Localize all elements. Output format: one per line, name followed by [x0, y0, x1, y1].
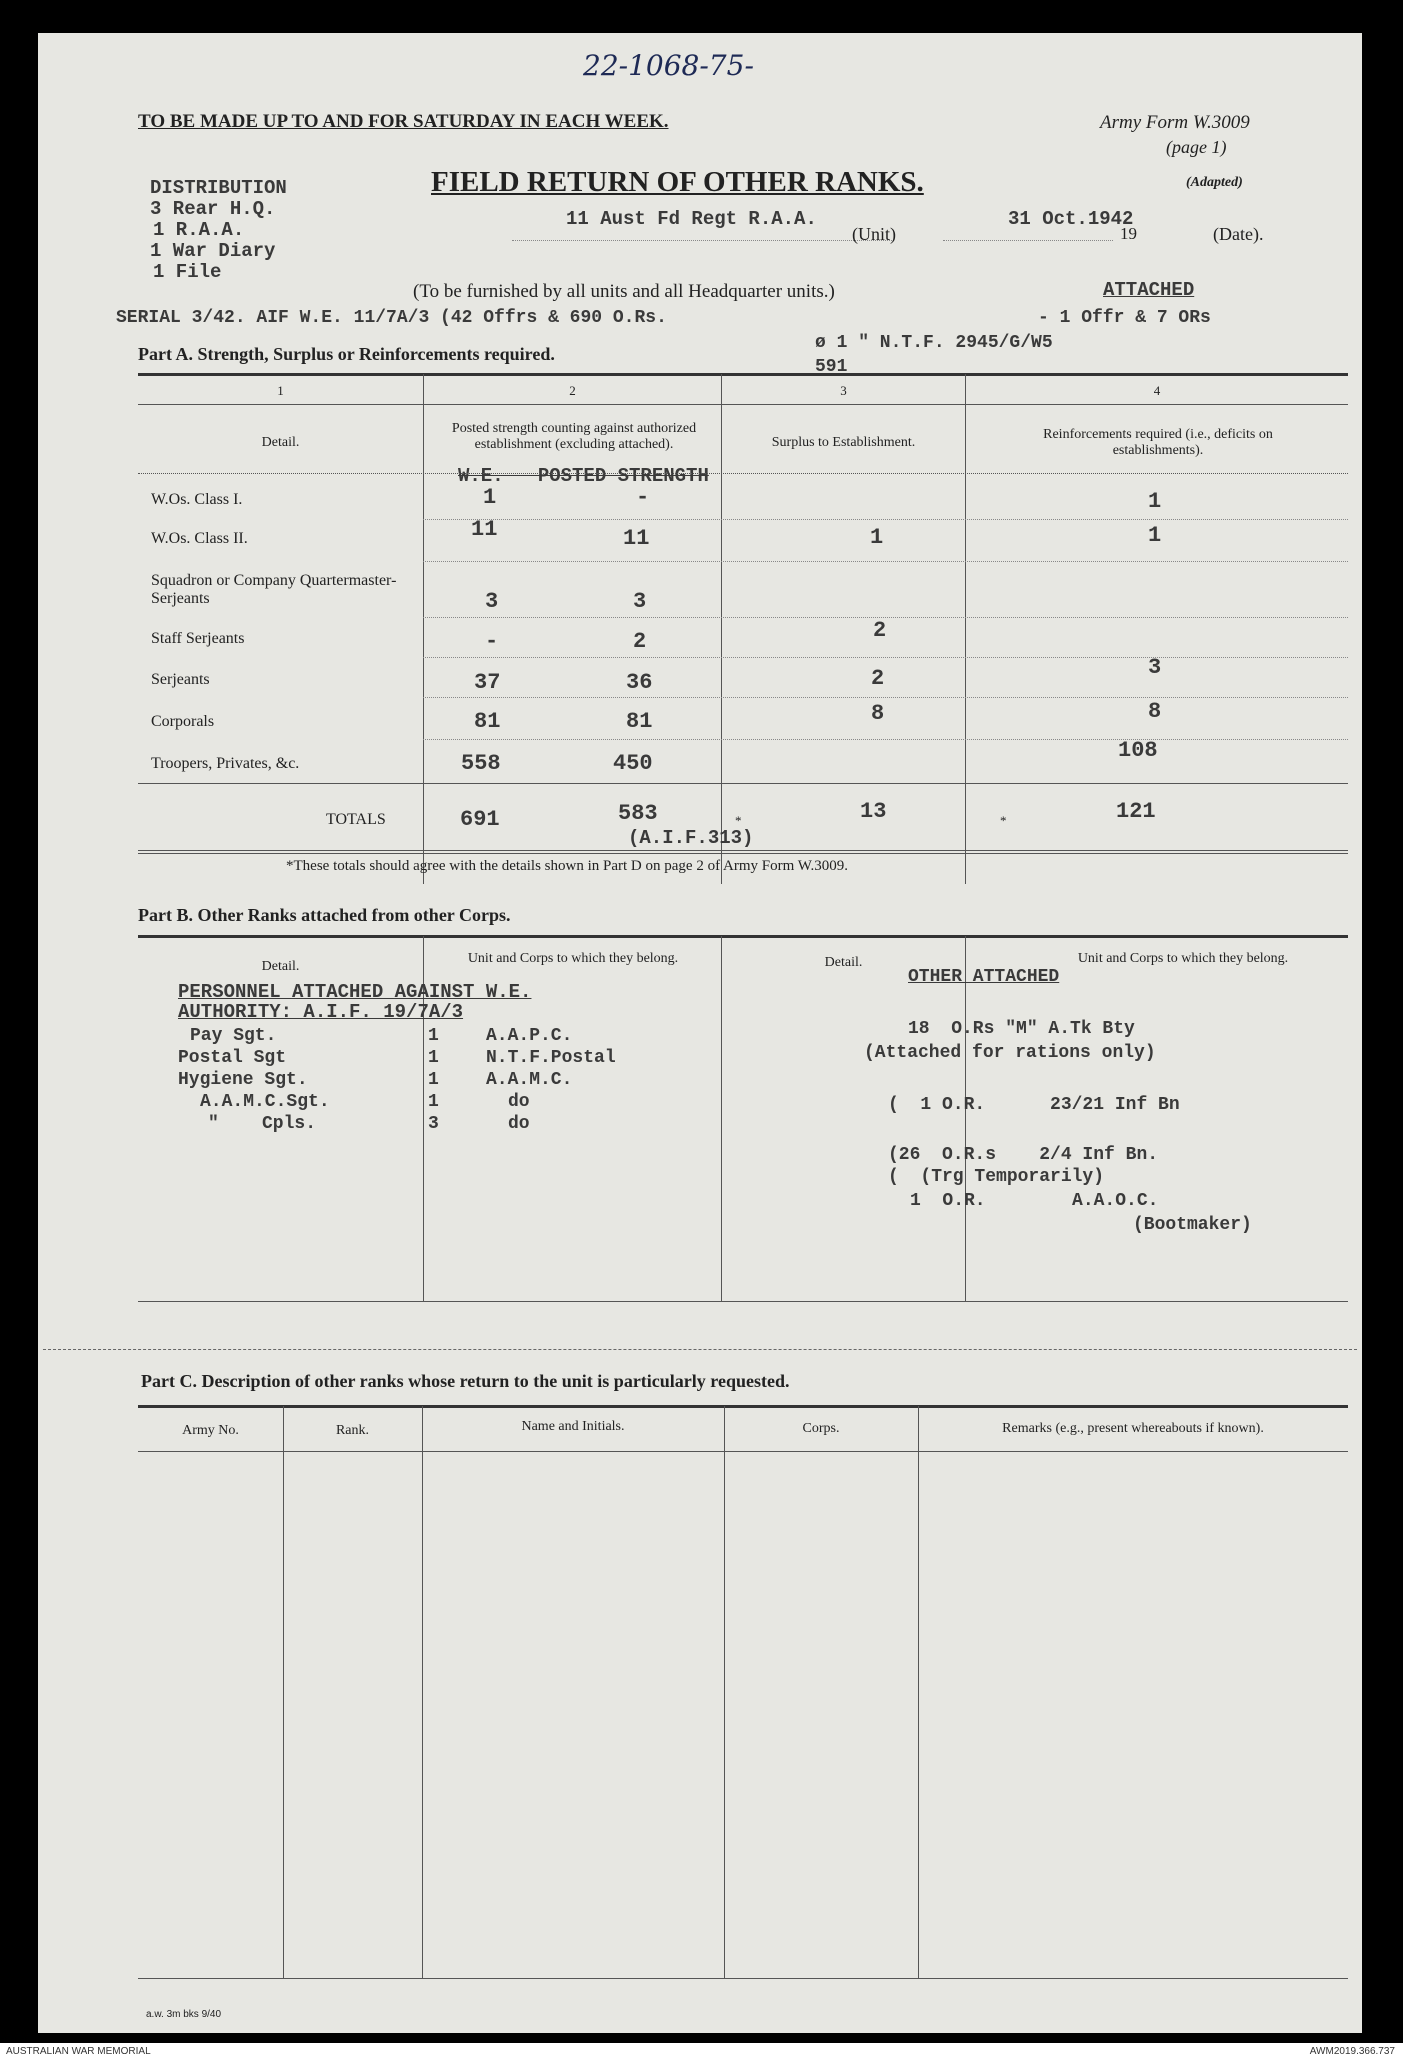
attached-detail: A.A.M.C.Sgt.: [200, 1092, 330, 1112]
col-number: 2: [569, 383, 576, 398]
row-posted: 36: [626, 670, 653, 695]
instruction-line: TO BE MADE UP TO AND FOR SATURDAY IN EACH WEEK.: [138, 111, 669, 132]
attached-detail: Pay Sgt.: [190, 1026, 277, 1046]
col-header-surplus: Surplus to Establishment.: [771, 435, 916, 450]
row-posted: 11: [623, 526, 650, 551]
part-c-header: Army No.: [182, 1423, 239, 1438]
part-b-left-counts: [428, 1025, 439, 1135]
totals-reinf: 121: [1116, 799, 1156, 824]
part-b-left-units: [486, 1025, 616, 1135]
archive-name: AUSTRALIAN WAR MEMORIAL: [6, 2046, 151, 2057]
row-reinf: 1: [1148, 489, 1162, 514]
row-we: 1: [483, 485, 497, 510]
furnished-note: (To be furnished by all units and all Headquarter units.): [413, 281, 835, 302]
distribution-heading: DISTRIBUTION: [150, 177, 287, 199]
part-b-left-authority: AUTHORITY: A.I.F. 19/7A/3: [178, 1001, 464, 1023]
archive-id: AWM2019.366.737: [1309, 2046, 1395, 2057]
attached-unit: N.T.F.Postal: [486, 1048, 616, 1068]
totals-posted: 583: [618, 801, 658, 826]
date-value: 31 Oct.1942: [1008, 208, 1134, 230]
row-we: 11: [471, 517, 498, 542]
printer-code: a.w. 3m bks 9/40: [146, 2009, 222, 2020]
distribution-line: 3 Rear H.Q.: [150, 198, 276, 220]
row-surplus: 2: [873, 618, 887, 643]
attached-line: - 1 Offr & 7 ORs: [1038, 308, 1211, 328]
row-surplus: 1: [870, 525, 884, 550]
row-we: 558: [461, 751, 501, 776]
row-we: 3: [485, 589, 499, 614]
attached-count: 3: [428, 1114, 439, 1134]
row-reinf: 8: [1148, 699, 1162, 724]
part-b-header: Unit and Corps to which they belong.: [1077, 951, 1289, 966]
totals-we: 691: [460, 807, 500, 832]
other-attached-line: 1 O.R. A.A.O.C.: [910, 1191, 1159, 1211]
col-number: 4: [1153, 383, 1161, 398]
adapted-note: (Adapted): [1186, 175, 1243, 190]
row-reinf: 108: [1118, 738, 1158, 763]
row-posted: 2: [633, 629, 647, 654]
row-posted: 81: [626, 709, 653, 734]
distribution-block: [150, 178, 287, 283]
form-id: Army Form W.3009: [1100, 112, 1250, 133]
part-c-header: Remarks (e.g., present whereabouts if known).: [1002, 1421, 1264, 1436]
totals-posted-note: (A.I.F.313): [628, 827, 754, 849]
col-number: 3: [840, 383, 847, 398]
other-attached-line: ( 1 O.R. 23/21 Inf Bn: [888, 1095, 1180, 1115]
form-title: FIELD RETURN OF OTHER RANKS.: [431, 166, 924, 198]
part-b-header: Unit and Corps to which they belong.: [467, 951, 679, 966]
part-c-header: Corps.: [802, 1421, 840, 1436]
totals-label: TOTALS: [326, 811, 386, 828]
part-c-title: Part C. Description of other ranks whose return to the unit is particularly requested.: [141, 1371, 790, 1391]
totals-surplus: 13: [860, 799, 887, 824]
part-b-title: Part B. Other Ranks attached from other Corps.: [138, 905, 511, 925]
form-page: [38, 33, 1362, 2033]
attached-stamp: ATTACHED: [1103, 279, 1195, 301]
col-header-detail: Detail.: [261, 435, 300, 450]
row-surplus: 8: [871, 701, 885, 726]
serial-line: SERIAL 3/42. AIF W.E. 11/7A/3 (42 Offrs & 690 O.Rs.: [116, 308, 667, 328]
totals-asterisk: *: [735, 813, 742, 828]
row-detail: Serjeants: [151, 671, 210, 688]
other-attached-line: 18 O.Rs "M" A.Tk Bty: [908, 1019, 1135, 1039]
col-header-posted: Posted strength counting against authorized establishment (excluding attached).: [451, 421, 697, 452]
other-attached-line: (26 O.R.s 2/4 Inf Bn.: [888, 1145, 1159, 1165]
row-posted: 3: [633, 589, 647, 614]
attached-detail: Postal Sgt: [178, 1048, 287, 1068]
date-label: (Date).: [1213, 224, 1264, 244]
attached-unit: do: [508, 1092, 530, 1112]
row-detail: Troopers, Privates, &c.: [151, 755, 300, 772]
row-we: 81: [474, 709, 501, 734]
other-attached-line: (Bootmaker): [1133, 1215, 1252, 1235]
part-b-header: Detail.: [824, 955, 863, 970]
attached-line: ø 1 " N.T.F. 2945/G/W5: [815, 333, 1053, 353]
row-surplus: 2: [871, 666, 885, 691]
col-header-reinforcements: Reinforcements required (i.e., deficits on establishments).: [1043, 427, 1273, 458]
row-detail: W.Os. Class I.: [151, 491, 243, 508]
archive-footer: [0, 2043, 1403, 2061]
row-detail: W.Os. Class II.: [151, 530, 248, 547]
part-b-header: Detail.: [261, 959, 300, 974]
row-reinf: 3: [1148, 655, 1162, 680]
part-c-header: Name and Initials.: [521, 1419, 625, 1434]
handwritten-reference: 22-1068-75-: [583, 49, 754, 82]
page-number: (page 1): [1166, 137, 1227, 157]
unit-value: 11 Aust Fd Regt R.A.A.: [566, 208, 817, 230]
distribution-line: 1 War Diary: [150, 240, 276, 262]
date-prefix: 19: [1120, 224, 1137, 243]
row-detail: Squadron or Company Quartermaster-Serjeants: [151, 572, 397, 607]
row-posted: 450: [613, 751, 653, 776]
attached-detail: " Cpls.: [208, 1114, 317, 1134]
other-attached-line: ( (Trg Temporarily): [888, 1167, 1105, 1187]
row-we: 37: [474, 670, 501, 695]
attached-detail: Hygiene Sgt.: [178, 1070, 308, 1090]
attached-unit: A.A.P.C.: [486, 1026, 573, 1046]
part-b-right-heading: OTHER ATTACHED: [908, 967, 1060, 987]
part-c-header: Rank.: [335, 1423, 370, 1438]
row-reinf: 1: [1148, 523, 1162, 548]
attached-unit: do: [508, 1114, 530, 1134]
attached-line: 591: [815, 357, 848, 377]
typed-subheader: W.E. POSTED STRENGTH: [458, 465, 709, 487]
unit-label: (Unit): [852, 224, 896, 244]
part-b-left-details: [178, 1025, 330, 1135]
other-attached-line: (Attached for rations only): [864, 1043, 1156, 1063]
row-posted: -: [636, 485, 650, 510]
row-detail: Corporals: [151, 713, 215, 730]
attached-unit: A.A.M.C.: [486, 1070, 573, 1090]
col-number: 1: [277, 383, 284, 398]
attached-count: 1: [428, 1048, 439, 1068]
attached-count: 1: [428, 1070, 439, 1090]
totals-asterisk: *: [1000, 813, 1007, 828]
part-a-footnote: *These totals should agree with the details shown in Part D on page 2 of Army Form W.3009.: [286, 858, 849, 874]
distribution-line: 1 R.A.A.: [153, 219, 245, 241]
attached-count: 1: [428, 1092, 439, 1112]
part-a-title: Part A. Strength, Surplus or Reinforcements required.: [138, 344, 555, 364]
row-detail: Staff Serjeants: [151, 630, 245, 647]
attached-count: 1: [428, 1026, 439, 1046]
part-b-left-heading: PERSONNEL ATTACHED AGAINST W.E.: [178, 981, 532, 1003]
row-we: -: [485, 629, 499, 654]
distribution-line: 1 File: [153, 261, 222, 283]
